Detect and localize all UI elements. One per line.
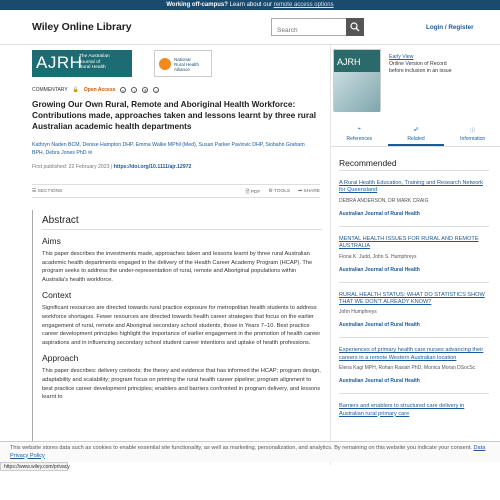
nc-icon: $ [144,88,147,93]
recommended-list [339,170,489,427]
aims-text: This paper describes the investments made, approaches taken and lessons learnt by three rural Australian academic health departments engaged in the delivery of the Health Career Academy Program (HCAP). The program seeks to address the under-representation of rural, remote and Aboriginal populations within Australia's health workforce. [42,251,313,283]
published-date: First published: 22 February 2023 [32,164,110,170]
cookie-text: This website stores data such as cookies to enable essential site functionality, as well as marketing, personalization, and analytics. By remaining on this website you indicate your consent. [10,445,472,451]
early-view-desc: Online Version of Record [389,61,447,67]
site-header [0,10,500,45]
menu-icon: ☰ [32,189,37,194]
approach-text: This paper describes: delivery contexts; the theory and evidence that has informed the HCAP; program design, adaptability and scalability; program focus on priming the rural health career pipeline; program alignment to best practice career development principles; enablers and barriers confronted in program delivery, and lessons learnt to [42,368,321,401]
related-icon: ☍ [413,127,419,133]
privacy-policy-link[interactable]: Data Privacy Policy [10,445,486,459]
nd-icon: = [155,88,158,93]
recommended-title[interactable]: Experiences of primary health care nurses advancing their careers in a remote Western Australian location [339,347,484,361]
by-icon: i [131,87,137,93]
wiley-logo[interactable]: Wiley Online Library [32,21,132,33]
partner-name-line: Alliance [174,67,190,72]
cc-icon: c [122,88,125,93]
author-list[interactable] [32,141,307,157]
info-icon: ⓘ [470,128,476,134]
recommended-authors: John Humphreys [339,309,377,316]
journal-cover[interactable] [333,49,381,111]
topbar-text: Learn about our [227,2,274,8]
partner-name [174,57,199,72]
pdf-icon: 🗎 [245,190,250,195]
tab-related[interactable] [388,123,445,146]
recommended-title[interactable]: MENTAL HEALTH ISSUES FOR RURAL AND REMOTE AUSTRALIA [339,235,479,250]
share-button[interactable] [298,189,320,197]
remote-access-link[interactable]: remote access options [273,2,334,8]
aims-heading: Aims [42,236,61,246]
list-item [339,226,489,282]
early-view-link[interactable]: Early View [389,54,414,60]
abstract-section [32,210,322,470]
context-text: Significant resources are directed towards rural practice exposure for metropolitan health students to address workforce shortages. Fewer resources are directed towards health career strategies that focus on the earlier engagement of rural, remote and Aboriginal secondary school students, those in Years 7–10. Best practice career development principles highlight the importance of earlier engagement in the promotion of health career aspirations and in influencing secondary school student career intentions and uptake of health professions. [42,305,321,346]
partner-logo[interactable] [154,50,212,77]
sidebar-tabs [331,123,500,147]
author-names[interactable]: Kathryn Naden BCM, Denise Hampton DHP, Emma Walke MPhil (Med), Susan Parker Pavlovic DHP, Siobahn Graham BPH, Debra Jones PhD [32,142,305,156]
recommended-journal[interactable]: Australian Journal of Rural Health [339,210,420,217]
cover-image [334,72,380,112]
search-icon [350,22,360,32]
email-icon[interactable]: ✉ [87,150,93,156]
recommended-authors: Elena Kagi MPH, Rohan Rasiah PhD, Monica Moran DSocSc [339,365,476,372]
article-meta [32,87,159,93]
recommended-title[interactable]: Barriers and enablers to structured care delivery in Australian rural primary care [339,403,465,417]
journal-abbr: AJRH [36,53,83,72]
tab-references[interactable] [331,123,388,146]
recommended-journal[interactable]: Australian Journal of Rural Health [339,378,420,385]
browser-status-url: https://www.wiley.com/privacy [0,462,68,471]
remote-access-banner [0,0,500,10]
open-access-label: Open Access [83,87,116,93]
pdf-label: PDF [250,190,261,195]
early-view-desc: before inclusion in an issue [389,68,452,74]
journal-banner[interactable] [32,50,132,77]
recommended-title[interactable]: A Rural Health Education, Training and Research Network for Queensland [339,180,483,194]
cover-title: AJRH [337,57,361,67]
journal-name [79,54,110,71]
sections-label: SECTIONS [37,189,63,194]
recommended-journal[interactable]: Australian Journal of Rural Health [339,322,420,329]
sections-button[interactable] [32,189,62,194]
context-heading: Context [42,290,72,301]
cookie-banner [0,441,500,462]
article-type: COMMENTARY [32,87,68,93]
share-label: SHARE [303,189,320,194]
journal-name-line: Rural Health [79,65,106,70]
search-box [271,18,364,36]
recommended-title[interactable]: RURAL HEALTH STATUS: WHAT DO STATISTICS SHOW THAT WE DON'T ALREADY KNOW? [339,291,485,306]
recommended-heading: Recommended [339,158,397,168]
search-button[interactable] [346,18,364,36]
list-item [339,393,489,427]
pdf-button[interactable] [246,189,261,197]
early-view-info [389,54,452,75]
tab-label: References [346,136,373,142]
journal-name-line: Journal of [79,59,101,65]
references-icon: ❝ [357,127,361,133]
sidebar [330,45,500,465]
login-register-link[interactable]: Login / Register [426,24,474,31]
partner-logo-mark [159,58,171,70]
publication-info: First published: 22 February 2023 | https://doi.org/10.1111/ajr.12972 [32,164,192,170]
tab-label: Information [460,136,486,142]
journal-name-line: The Australian [79,54,110,59]
off-campus-label: Working off-campus? [166,2,228,8]
list-item [339,170,489,226]
partner-name-line: Rural Health [174,62,200,67]
search-input[interactable] [272,23,346,39]
tools-button[interactable] [268,189,290,197]
article-toolbar [32,184,320,198]
recommended-journal[interactable]: Australian Journal of Rural Health [339,266,420,273]
tab-label: Related [407,136,425,142]
list-item [339,282,489,338]
tools-label: TOOLS [273,189,291,194]
share-icon: ➦ [298,189,303,194]
open-access-icon: 🔓 [72,87,79,93]
list-item [339,337,489,393]
article-title: Growing Our Own Rural, Remote and Aboriginal Health Workforce: Contributions made, approaches taken and lessons learnt by three rural Australian academic health departments [32,99,317,131]
recommended-authors: DEBRA ANDERSON, DR MARK CRAIG [339,197,429,204]
gear-icon: ⚙ [268,189,273,194]
tab-information[interactable] [444,123,500,146]
doi-link[interactable]: https://doi.org/10.1111/ajr.12972 [113,164,192,170]
abstract-heading: Abstract [42,215,322,230]
approach-heading: Approach [42,353,79,364]
partner-name-line: National [174,57,191,62]
recommended-authors: Fiona K. Judd, John S. Humphreys [339,253,417,260]
